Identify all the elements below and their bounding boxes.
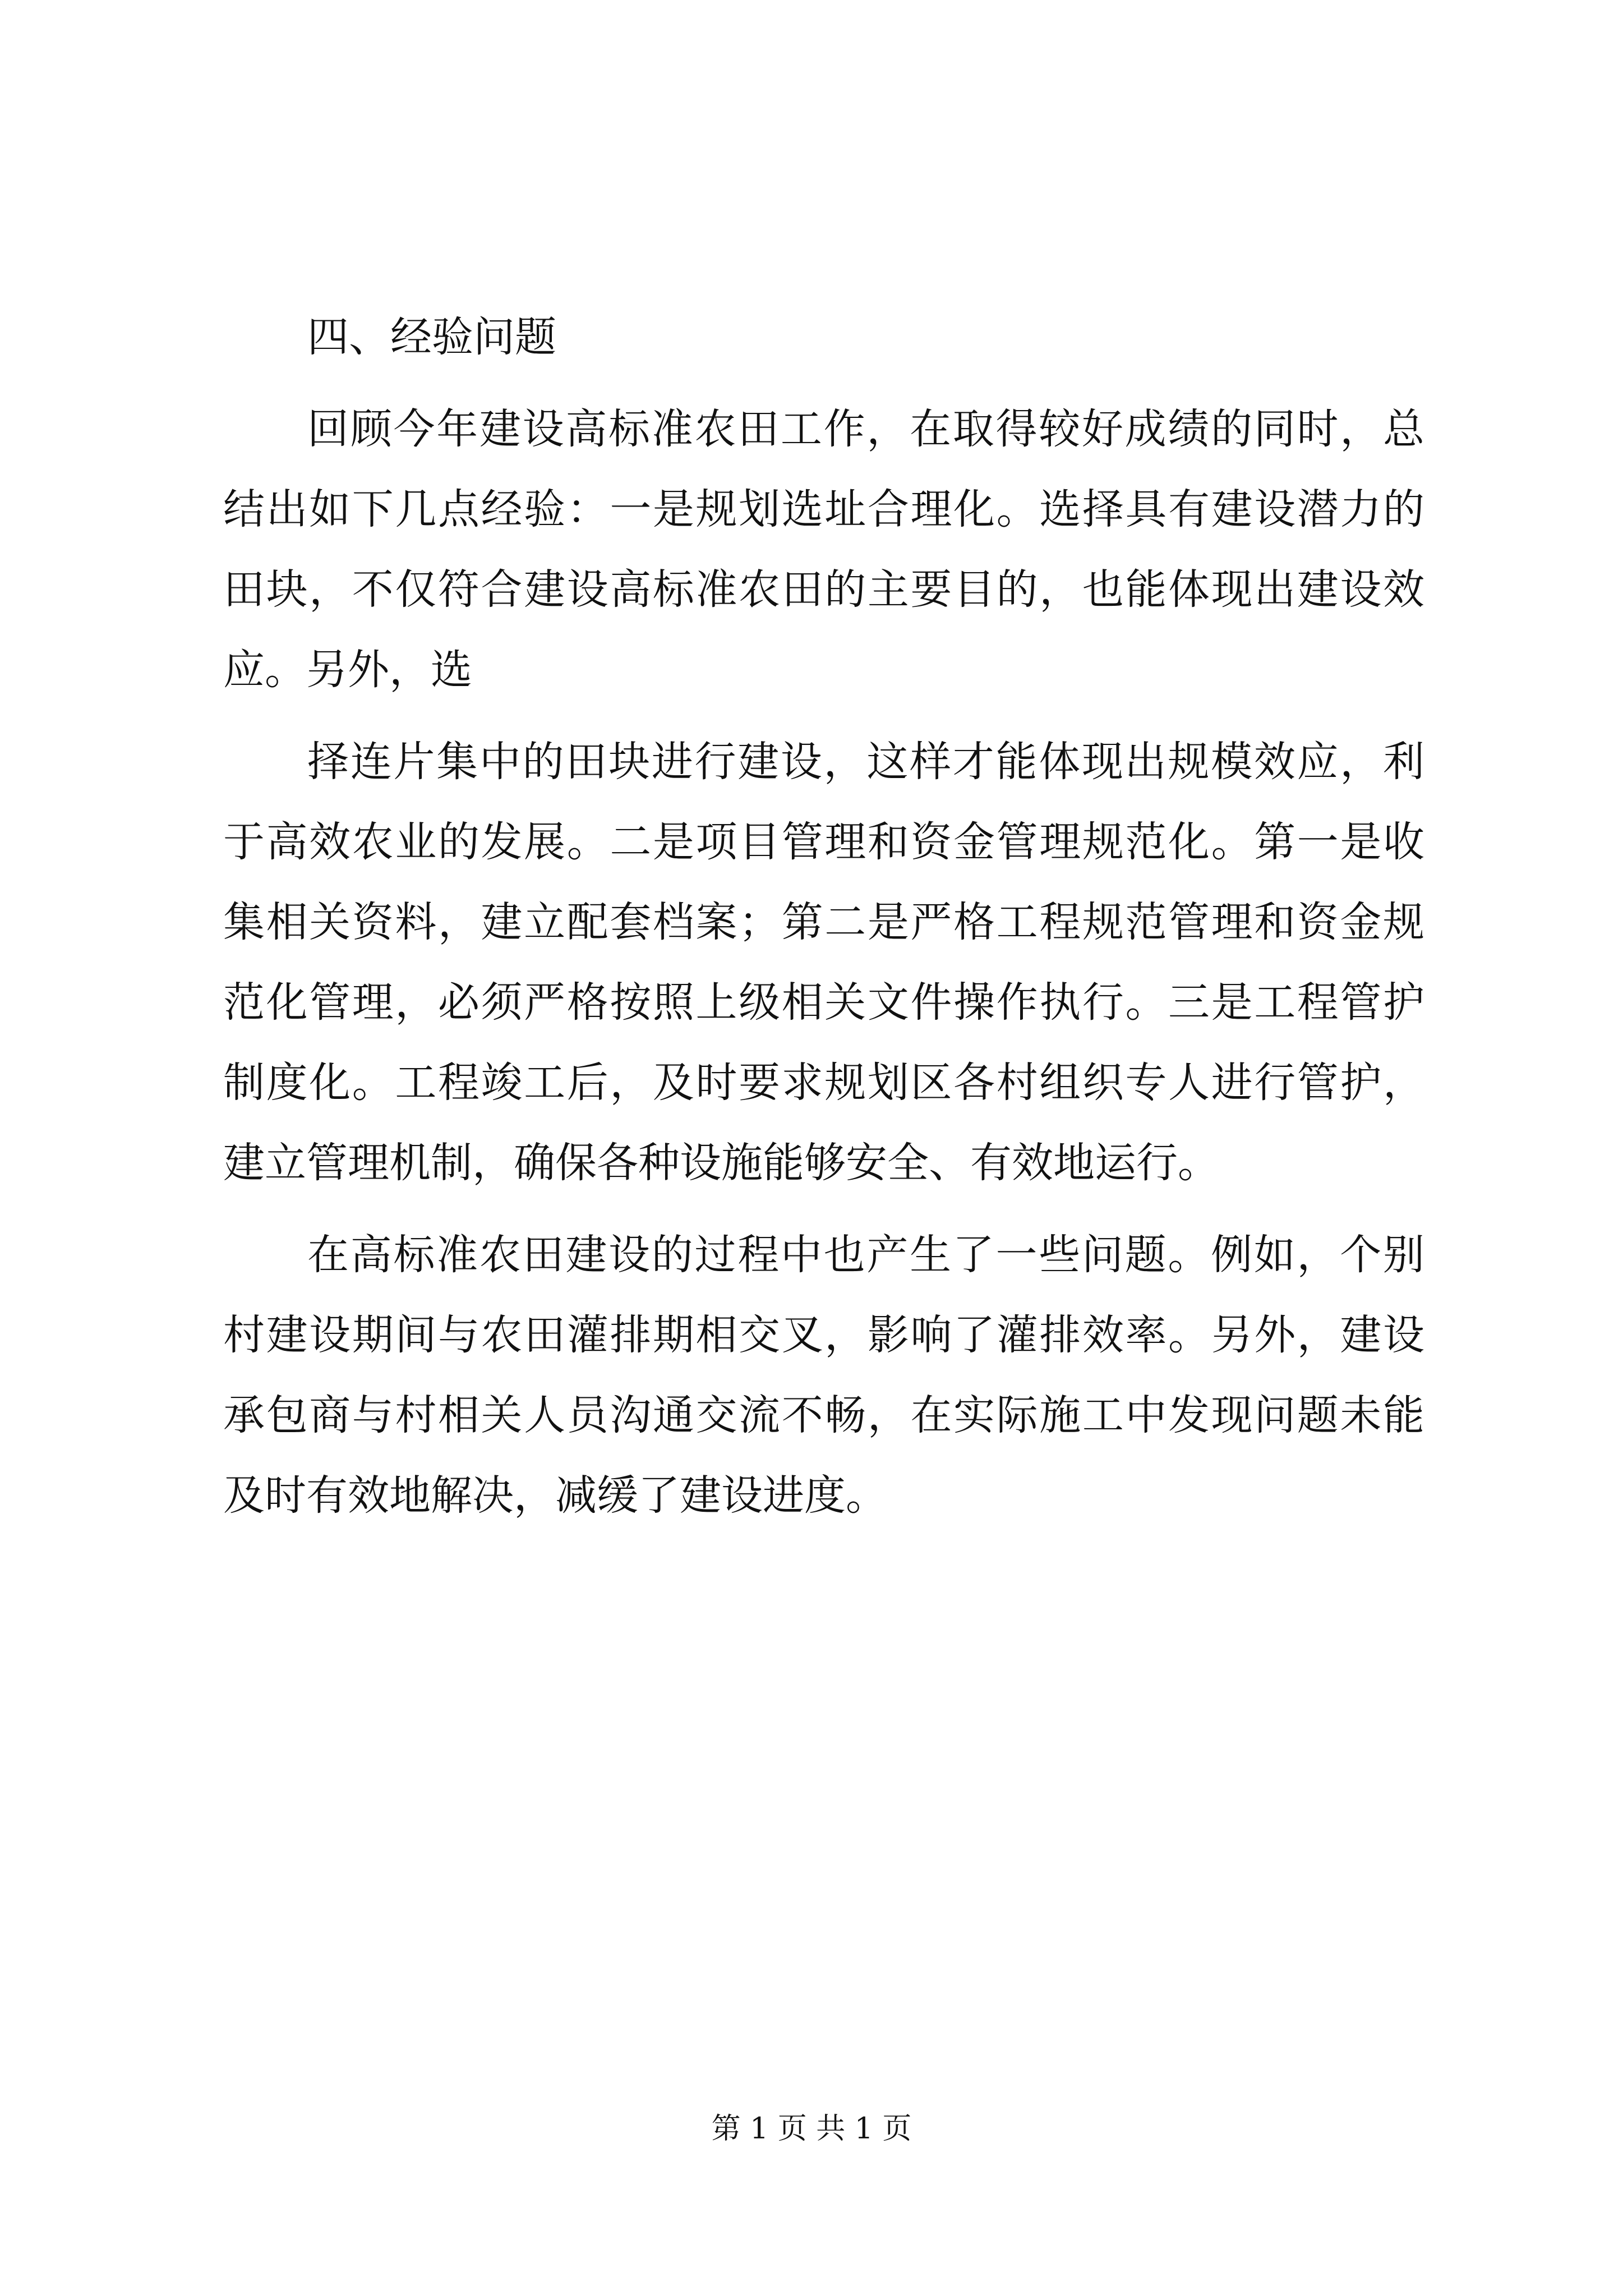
text-line: 在高标准农田建设的过程中也产生了一些问题。例如，个别 bbox=[307, 1231, 1424, 1279]
text-line: 村建设期间与农田灌排期相交叉，影响了灌排效率。另外，建设 bbox=[223, 1311, 1424, 1359]
text-line: 范化管理，必须严格按照上级相关文件操作执行。三是工程管护 bbox=[223, 978, 1424, 1027]
text-line: 及时有效地解决，减缓了建设进度。 bbox=[223, 1471, 887, 1520]
paragraph-experience-detail bbox=[223, 722, 1424, 1203]
text-line: 择连片集中的田块进行建设，这样才能体现出规模效应，利 bbox=[307, 738, 1424, 786]
section-heading: 四、经验问题 bbox=[307, 313, 556, 361]
text-line: 回顾今年建设高标准农田工作，在取得较好成绩的同时，总 bbox=[307, 405, 1424, 453]
text-line: 建立管理机制，确保各种设施能够安全、有效地运行。 bbox=[223, 1139, 1219, 1187]
page-footer: 第 1 页 共 1 页 bbox=[711, 2112, 912, 2146]
text-line: 承包商与村相关人员沟通交流不畅，在实际施工中发现问题未能 bbox=[223, 1391, 1424, 1439]
paragraph-problems bbox=[223, 1215, 1424, 1536]
paragraph-experience-intro bbox=[223, 389, 1424, 710]
document-body bbox=[223, 297, 1424, 1536]
text-line: 于高效农业的发展。二是项目管理和资金管理规范化。第一是收 bbox=[223, 818, 1424, 866]
text-line: 结出如下几点经验：一是规划选址合理化。选择具有建设潜力的 bbox=[223, 485, 1424, 533]
text-line: 应。另外，选 bbox=[223, 646, 472, 694]
text-line: 集相关资料，建立配套档案；第二是严格工程规范管理和资金规 bbox=[223, 898, 1424, 946]
text-line: 田块，不仅符合建设高标准农田的主要目的，也能体现出建设效 bbox=[223, 565, 1424, 614]
text-line: 制度化。工程竣工后，及时要求规划区各村组织专人进行管护， bbox=[223, 1059, 1424, 1107]
